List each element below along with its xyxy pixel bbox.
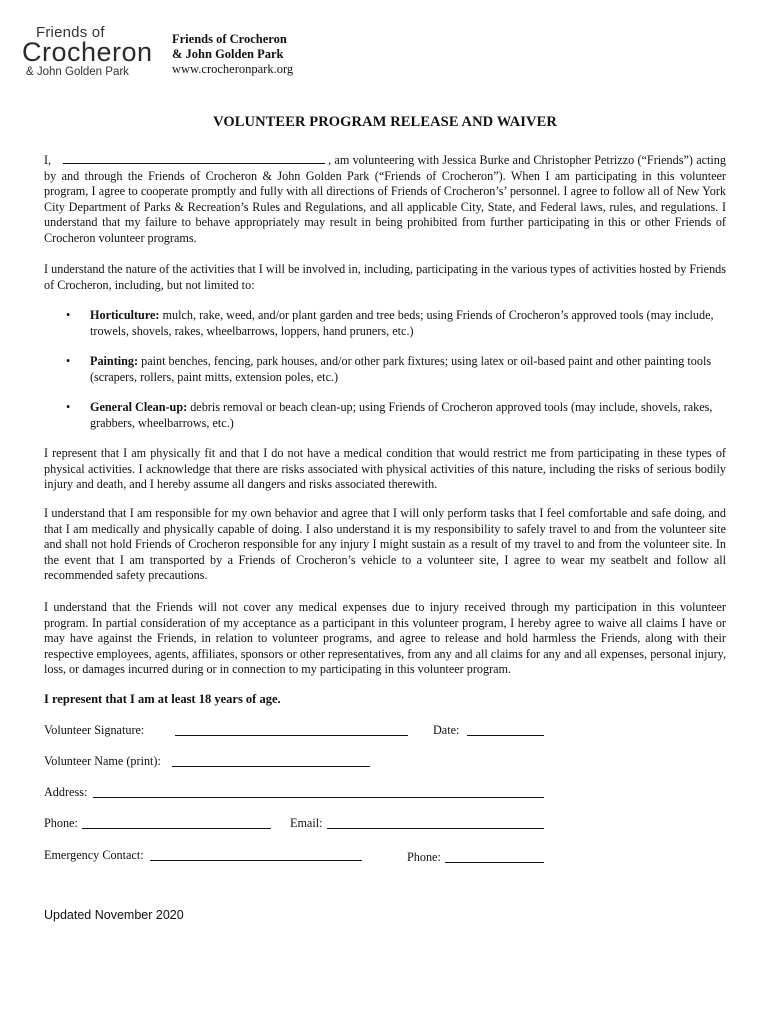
volunteer-name-blank[interactable] — [63, 153, 325, 164]
activity-description: mulch, rake, weed, and/or plant garden and tree beds; using Friends of Crocheron’s approved tools (may include, trowels, shovels, rakes, wheelbarrows, loppers, hand pruners, etc.) — [90, 308, 714, 338]
volunteer-name-label: Volunteer Name (print): — [44, 754, 161, 768]
signature-line[interactable] — [175, 735, 408, 736]
logo-line-3: & John Golden Park — [26, 66, 129, 78]
emergency-contact-label: Emergency Contact: — [44, 848, 144, 862]
logo-line-2: Crocheron — [22, 37, 153, 67]
medical-waiver-paragraph: I understand that the Friends will not cover any medical expenses due to injury received through my participation in this volunteer program. In partial consideration of my acceptance as a participant in this volunteer program, I hereby agree to waive all claims I have or may have against the Friends, in relation to volunteer programs, and agree to release and hold harmless the Friends, along with their respective employees, agents, affiliates, sponsors or other representatives, from any and all claims for any and all expenses, personal injury, loss, or damages incurred during or in connection to my participating in this volunteer program. — [44, 600, 726, 677]
updated-date: Updated November 2020 — [44, 908, 184, 922]
signature-label: Volunteer Signature: — [44, 723, 145, 737]
emergency-contact-line[interactable] — [150, 860, 362, 861]
activities-intro-paragraph: I understand the nature of the activities that I will be involved in, including, participating in the various types of activities hosted by Friends of Crocheron, including, but not limited to: — [44, 262, 726, 292]
emergency-phone-label: Phone: — [407, 850, 441, 864]
age-statement: I represent that I am at least 18 years of age. — [44, 692, 281, 706]
activity-horticulture — [90, 308, 726, 339]
activity-description: paint benches, fencing, park houses, and/or other park fixtures; using latex or oil-based paint and other painting tools (scrapers, rollers, paint mitts, extension poles, etc.) — [90, 354, 712, 384]
phone-label: Phone: — [44, 816, 78, 830]
activity-label: General Clean-up: — [90, 400, 188, 414]
organization-info — [172, 32, 293, 77]
email-label: Email: — [290, 816, 323, 830]
fitness-paragraph: I represent that I am physically fit and that I do not have a medical condition that would restrict me from participating in these types of physical activities. I acknowledge that there are risks associated with physical activities of this nature, including the risks of serious bodily injury and death, and I hereby assume all dangers and risks associated therewith. — [44, 446, 726, 492]
activity-label: Horticulture: — [90, 308, 160, 322]
date-label: Date: — [433, 723, 460, 737]
activity-general-cleanup — [90, 400, 726, 431]
intro-prefix: I, — [44, 153, 52, 167]
address-label: Address: — [44, 785, 88, 799]
intro-text: , am volunteering with Jessica Burke and Christopher Petrizzo (“Friends”) acting by and through the Friends of Crocheron & John Golden Park (“Friends of Crocheron”). When I am participating in this volunteer program, I agree to cooperate promptly and fully with all directions of Friends of Crocheron’s’ personnel. I agree to follow all of New York City Department of Parks & Recreation’s Rules and Regulations, and all applicable City, State, and Federal laws, rules, and regulations. I understand that my failure to behave appropriately may result in being prohibited from further participating in this or other Friends of Crocheron volunteer programs. — [44, 153, 726, 245]
org-name-line-2: & John Golden Park — [172, 47, 284, 61]
organization-logo — [22, 24, 157, 80]
org-website: www.crocheronpark.org — [172, 62, 294, 76]
activity-label: Painting: — [90, 354, 139, 368]
activity-description: debris removal or beach clean-up; using Friends of Crocheron approved tools (may include, shovels, rakes, grabbers, wheelbarrows, etc.) — [90, 400, 713, 430]
logo-line-1: Friends of — [36, 24, 105, 41]
volunteer-name-line[interactable] — [172, 766, 370, 767]
intro-paragraph — [44, 153, 726, 247]
bullet-marker: • — [66, 400, 71, 414]
org-name-line-1: Friends of Crocheron — [172, 32, 287, 46]
document-title: VOLUNTEER PROGRAM RELEASE AND WAIVER — [213, 114, 557, 130]
activity-painting — [90, 354, 726, 385]
bullet-marker: • — [66, 354, 71, 368]
responsibility-paragraph: I understand that I am responsible for my own behavior and agree that I will only perform tasks that I feel comfortable and safe doing, and that I am medically and physically capable of doing. I also understand it is my responsibility to safely travel to and from the volunteer site and shall not hold Friends of Crocheron responsible for any injury I might sustain as a result of my travel to and from the volunteer site. In the event that I am transported by a Friends of Crocheron’s vehicle to a volunteer site, I agree to wear my seatbelt and follow all recommended safety precautions. — [44, 506, 726, 583]
email-line[interactable] — [327, 828, 544, 829]
address-line[interactable] — [93, 797, 544, 798]
emergency-phone-line[interactable] — [445, 862, 544, 863]
bullet-marker: • — [66, 308, 71, 322]
phone-line[interactable] — [82, 828, 271, 829]
date-line[interactable] — [467, 735, 544, 736]
